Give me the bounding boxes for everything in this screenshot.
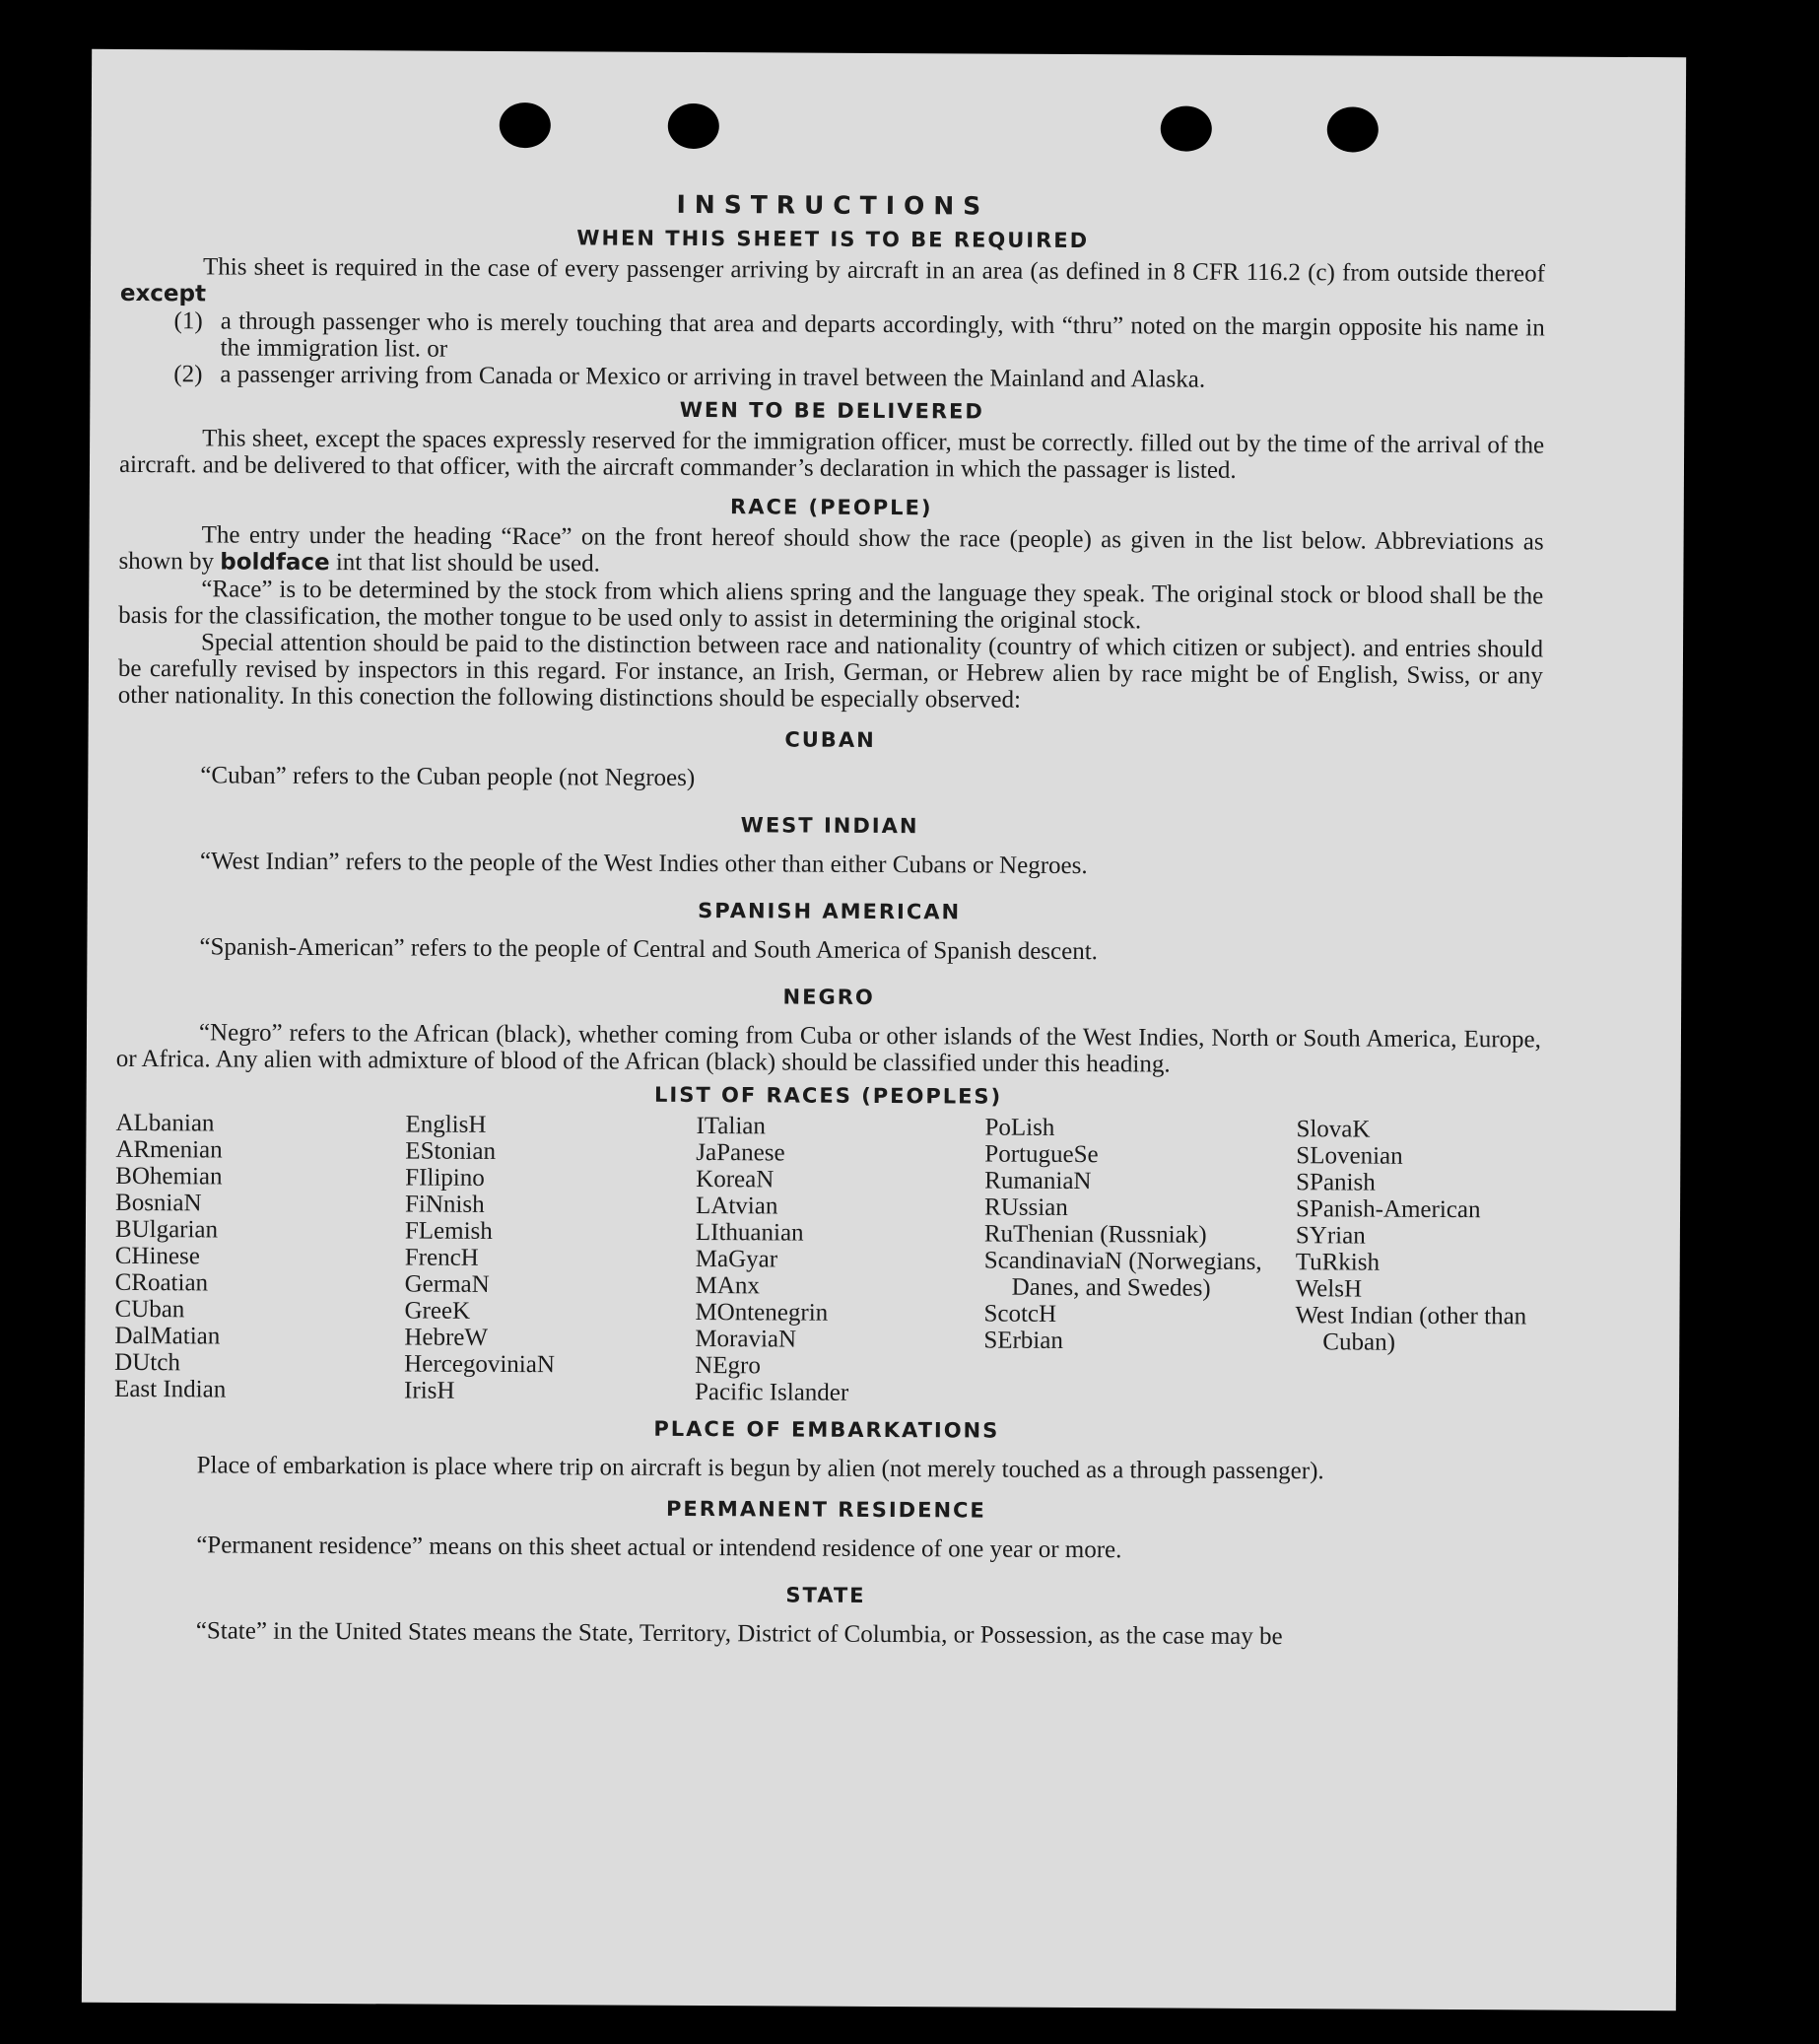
heading-when-delivered: WEN TO BE DELIVERED [679,397,984,424]
place-of-embarkation-text: Place of embarkation is place where trip on aircraft is begun by alien (not merely touched as a through passenger). [196,1452,1324,1485]
punch-hole-4 [1327,106,1379,152]
race-item: Pacific Islander [695,1379,849,1406]
race-item: West Indian (other than Cuban) [1295,1302,1527,1356]
heading-spanish-american: SPANISH AMERICAN [698,899,962,924]
race-item: SErbian [983,1327,1063,1354]
when-required-intro: This sheet is required in the case of every passenger arriving by aircraft in an area (as defined in 8 CFR 116.2 (c) from outside thereof except [119,253,1546,307]
race-item: RuThenian (Russniak) [983,1220,1207,1249]
races-list [114,1110,1541,1410]
race-item: ARmenian [115,1135,223,1164]
race-item: LIthuanian [695,1219,804,1247]
race-item: BUlgarian [114,1215,219,1244]
race-item: SLovenian [1296,1142,1403,1170]
race-item: CUban [114,1295,185,1324]
race-item: RUssian [983,1193,1068,1221]
race-item: EnglisH [405,1111,487,1138]
race-item: PortugueSe [984,1140,1099,1169]
heading-when-required: WHEN THIS SHEET IS TO BE REQUIRED [576,226,1090,253]
race-item: BosniaN [115,1189,202,1217]
heading-place-of-embarkation: PLACE OF EMBARKATIONS [653,1416,1000,1443]
race-paragraph-1: The entry under the heading “Race” on the front hereof should show the race (people) as given in the list below. Abbreviations as shown by boldface int that list should be used. [118,521,1544,578]
exception-item-2: (2) a passenger arriving from Canada or Mexico or arriving in travel between the Mainland and Alaska. [173,361,1206,393]
race-item: SlovaK [1296,1116,1371,1143]
race-item: BOhemian [115,1162,223,1191]
document-sheet [82,49,1686,2010]
race-item: FIlipino [405,1164,485,1192]
west-indian-text: “West Indian” refers to the people of the West Indies other than either Cubans or Negroes. [199,848,1088,880]
race-item: GermaN [404,1270,490,1298]
race-item: ALbanian [115,1109,215,1137]
race-item: WelsH [1295,1275,1363,1303]
race-item: East Indian [114,1375,227,1403]
race-item: CRoatian [114,1268,209,1297]
spanish-american-text: “Spanish-American” refers to the people of Central and South America of Spanish descent. [199,933,1099,966]
heading-cuban: CUBAN [784,727,876,752]
race-item: PoLish [984,1114,1055,1141]
when-delivered-text: This sheet, except the spaces expressly reserved for the immigration officer, must be correctly. filled out by the time of the arrival of the aircraft. and be delivered to that officer, with the aircraft commander’s declaration in which the passager is listed. [118,425,1545,484]
state-text: “State” in the United States means the State, Territory, District of Columbia, or Possession, as the case may be [195,1617,1283,1651]
race-item: IrisH [404,1377,455,1404]
races-column-4 [983,1115,1297,1409]
race-item: HebreW [404,1324,489,1351]
race-item: GreeK [404,1297,471,1325]
race-paragraph-3: Special attention should be paid to the distinction between race and nationality (country of which citizen or subject). and entries should be carefully revised by inspectors in this regard. For instance, an Irish, German, or Hebrew alien by race might be of English, Swiss, or any other nationality. In this conection the following distinctions should be especially observed: [117,629,1544,714]
race-item: ScotcH [983,1300,1057,1328]
race-item: ScandinaviaN (Norwegians, Danes, and Swedes) [983,1247,1262,1302]
race-item: JaPanese [696,1139,785,1167]
race-item: MoraviaN [695,1326,797,1353]
punch-hole-1 [500,102,551,148]
race-item: ITalian [696,1113,766,1140]
races-column-2 [404,1111,697,1405]
race-item: LAtvian [695,1192,778,1220]
punch-hole-3 [1161,105,1212,151]
race-item: SYrian [1295,1222,1366,1250]
race-item: MAnx [695,1272,761,1300]
race-item: MaGyar [695,1246,778,1273]
heading-state: STATE [785,1583,866,1607]
races-column-3 [695,1113,985,1407]
punch-hole-2 [668,103,719,149]
except-bold-text: except [119,280,207,307]
race-item: SPanish-American [1295,1195,1481,1224]
race-item: FLemish [404,1217,493,1245]
race-item: NEgro [695,1352,761,1380]
boldface-bold-text: boldface [220,549,330,577]
race-item: EStonian [405,1137,497,1165]
permanent-residence-text: “Permanent residence” means on this sheet actual or intendend residence of one year or more. [196,1532,1122,1564]
document-content [113,187,1546,1652]
heading-negro: NEGRO [782,985,875,1009]
race-item: FrencH [404,1244,479,1271]
heading-permanent-residence: PERMANENT RESIDENCE [665,1496,986,1523]
cuban-text: “Cuban” refers to the Cuban people (not Negroes) [200,762,696,791]
heading-list-of-races: LIST OF RACES (PEOPLES) [654,1082,1003,1109]
race-item: HercegoviniaN [404,1350,556,1379]
race-paragraph-2: “Race” is to be determined by the stock from which aliens spring and the language they speak. The original stock or blood shall be the basis for the classification, the mother tongue to be used only to assist in determining the original stock. [118,576,1544,635]
race-item: RumaniaN [984,1167,1092,1195]
race-item: MOntenegrin [695,1299,829,1327]
negro-text: “Negro” refers to the African (black), whether coming from Cuba or other islands of the West Indies, North or South America, Europe, or Africa. Any alien with admixture of blood of the African (black) should be classified under this heading. [115,1019,1542,1078]
races-column-5 [1295,1116,1541,1409]
heading-race: RACE (PEOPLE) [730,495,933,520]
race-item: CHinese [114,1242,200,1270]
page-title: INSTRUCTIONS [676,189,990,221]
race-item: FiNnish [404,1191,485,1218]
race-item: DalMatian [114,1322,221,1350]
race-item: TuRkish [1295,1249,1381,1276]
heading-west-indian: WEST INDIAN [740,813,919,839]
race-item: KoreaN [696,1166,775,1193]
race-item: SPanish [1296,1169,1376,1196]
exception-item-1: (1) a through passenger who is merely touching that area and departs accordingly, with “thru” noted on the margin opposite his name in the immigration list. or [173,307,1545,363]
races-column-1 [114,1110,406,1404]
race-item: DUtch [114,1348,180,1377]
